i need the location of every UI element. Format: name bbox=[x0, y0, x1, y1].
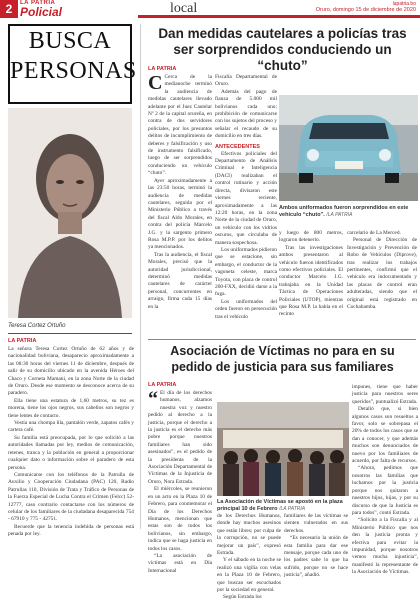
paragraph: Y el sábado en la noche se realizó una vigilia con velas en la Plaza 10 de Febrero, que buscan ser escuchados por la sociedad en general. bbox=[217, 557, 281, 594]
paragraph: “Solicito a la Fiscalía y al Ministerio Público que nos den la justicia pronta y efectiva para evitar la impunidad, porque nosotros vemos mucha injusticia”, manifestó la representante de la Asociación de Víctimas. bbox=[352, 517, 418, 576]
page-number: 2 bbox=[0, 0, 18, 18]
missing-person-photo bbox=[8, 108, 132, 318]
story2-photo-caption: La Asociación de Víctimas se apostó en la plaza principal 10 de Febrero /LA PATRIA bbox=[217, 499, 343, 512]
paragraph: La señora Teresa Cortez Ortuño de 62 años y de nacionalidad boliviana, desaparecio aproximadamente a las 08:30 horas del viernes 11 de diciembre, después de salir de su domicilio ubicado en la avenida Héroes del Chaco y Corneta Mamani, en la zona Norte de la ciudad de Oruro. Desde ese momento se desconoce acerca de su paradero. bbox=[8, 346, 134, 397]
paragraph: El miércoles, se reunieron en un acto en la Plaza 10 de Febrero, para conmemorar el Día de los Derechos Humanos, mencionan que estas son de todos los bolivianos, sin embargo, indica que se haga justicia en todos los casos. bbox=[148, 486, 212, 552]
website: lapatria.bo bbox=[392, 1, 416, 7]
story1-column-4 bbox=[347, 230, 417, 336]
story2-column-4 bbox=[352, 384, 418, 576]
story2-photo-crowd bbox=[217, 402, 349, 496]
paragraph: de los Derechos Humanos, donde hay muchos asesinos que están libres; por culpa de la corrupción, no se puede mejorar un país”, expresó Estrada. bbox=[217, 513, 281, 557]
story1-column-2 bbox=[215, 74, 277, 336]
paragraph: “Ahora, pedimos que nosotros las familias que luchamos por la justicia porque nos quitaron a nuestros hijos, hijas, y por su discurso de que la Justicia es para todos”, contó Estrada. bbox=[352, 465, 418, 516]
story1-headline: Dan medidas cautelares a policías tras ser sorprendidos conduciendo un “chuto” bbox=[158, 26, 407, 73]
newspaper-name: LA PATRIA bbox=[20, 0, 56, 6]
paragraph: Ella tiene una estatura de 1,60 metros, su tez es morena, tiene los ojos negros, sus cabellos son negros y tiene lentes de contacto. bbox=[8, 397, 134, 419]
paragraph: impunes, tiene que haber justicia para nuestros seres queridos”, puntualizó Estrada. bbox=[352, 384, 418, 405]
paragraph: Ayer aproximadamente a las 23:50 horas, terminó la audiencia de medidas cautelares, seguida por el Ministerio Público a través del fiscal Aldo Morales, en contra del policía Marcelo J.G. y la sargento primero Rosa M.P.P. por los delitos ya mencionados. bbox=[148, 177, 212, 251]
story1-tag: LA PATRIA bbox=[148, 66, 177, 72]
paragraph: Detalló que, si bien algunos casos son resueltos a favor, solo se sobrepasa el 20% de todos los casos que se dan a conocer, y que además muchos son denunciados de nuevo por los familiares de acuerdo, por falta de recursos. bbox=[352, 406, 418, 465]
divider bbox=[148, 339, 416, 340]
paragraph: Según Estrada los bbox=[223, 594, 262, 601]
paragraph: “Es necesario la unión de esta familia para dar ese mensaje, porque cada uno de los padres sabe lo que ha sufrido, porque no se hace justicia”, añadió. bbox=[284, 535, 348, 579]
paragraph: Recuerde que la tenencia indebida de personas está penada por ley. bbox=[8, 523, 134, 538]
paragraph: C Cerca de la medianoche terminó la audiencia de medidas cautelares llevado adelante por el Juez Cautelar Nº 2 de la capital orureña, en contra de dos servidores policiales, por los presuntos delitos de incumplimiento de deberes y falsificación y uso de instrumento falsificado, luego de ser sorprendidos conduciendo un vehículo “chuto”. bbox=[148, 72, 212, 177]
paragraph: Los uniformados del orden fueron en persecución tras el vehículo bbox=[215, 298, 277, 320]
story1-photo-caption: Ambos uniformados fueron sorprendidos en este vehículo “chuto”. /LA PATRIA bbox=[279, 205, 409, 218]
story1-column-1 bbox=[148, 74, 212, 336]
story1-photo-vehicle bbox=[279, 95, 418, 201]
story2-column-1 bbox=[148, 388, 212, 574]
paragraph: Además del pago de fianza de 5.000 mil bolivianos cada uno; prohibición de comunicarse con los sujetos del proceso y señalar el recaudo de su domicilio en tres días. bbox=[215, 88, 277, 140]
section-name: Policial bbox=[20, 5, 63, 19]
paragraph: “ El día de los derechos humanos, alzamos nuestra voz y nuestro pedido al derecho a la justicia, porque el derecho a la justicia es el derecho más pobre porque nuestros familiares han sido asesinados”, es el pedido de la presidenta de la Asociación Departamental de Víctimas de la Injusticia de Oruro, Nora Estrada. bbox=[148, 388, 212, 485]
story2-column-2 bbox=[217, 513, 281, 601]
banner-line-1: BUSCA bbox=[28, 28, 112, 54]
paragraph: Tras la audiencia, el fiscal Morales, precisó que la autoridad jurisdiccional, determinó medidas cautelares de carácter personal, concurrentes en arraigo, firma cada 15 días en la bbox=[148, 251, 212, 310]
paragraph: Tras las investigaciones ambos presentaron al vehículo fueron identificados como efectivos policiales. El conductor Marcelo J.G. trabajaba en la Unidad Táctica de Operaciones Policiales (UTOP), mientras que Rosa M.P. la había en el recinto bbox=[279, 244, 343, 318]
paragraph: “La asociación de víctimas está en Día Internacional bbox=[148, 552, 212, 574]
subheading: ANTECEDENTES bbox=[215, 143, 260, 150]
story2-column-2-top bbox=[217, 390, 277, 400]
paragraph: Comunicarse con los teléfonos de la Patrulla de Auxilio y Cooperación Ciudadana (PAC) 120, Radio Patrullas 110, División de Trata y Tráfico de Personas de la Fuerza Especial de Lucha Contra el Crimen (Felcc) 52-12777, caso contrario contactarse con los números de celular de los familiares de la ciudadana desaparecida 754 - 67910 y 775 - 42751. bbox=[8, 471, 134, 523]
missing-person-article bbox=[8, 338, 134, 538]
newspaper-brand bbox=[20, 0, 140, 18]
story2-tag: LA PATRIA bbox=[148, 382, 177, 388]
page-header bbox=[0, 0, 420, 18]
banner-line-2: PERSONAS bbox=[10, 58, 137, 84]
issue-date: Oruro, domingo 15 de diciembre de 2020 bbox=[315, 7, 416, 13]
missing-person-name: Teresa Cortez Ortuño bbox=[8, 323, 66, 329]
paragraph: Fiscalía Departamental de Oruro. bbox=[215, 74, 277, 88]
story2-column-3 bbox=[284, 513, 348, 579]
paragraph: Personal de Dirección de Investigación y Prevención de Robo de Vehículos (Diprove), tras realizar los trabajos pertinentes, confirmó que el vehículo era indocumentado y las placas de control eran adulteradas, siendo que el original está registrado en Cochabamba. bbox=[347, 237, 417, 311]
paragraph: Los uniformados pidieron que se estacione, sin embargo, el conductor de la vagoneta celeste, marca Toyota, con placa de control 200-FXX, decidió darse a la fuga. bbox=[215, 246, 277, 298]
section-label: local bbox=[170, 1, 198, 16]
paragraph: Vestía una chompa lila, pantalón verde, zapatos cafés y cartera café. bbox=[8, 420, 134, 434]
divider bbox=[8, 333, 132, 334]
missing-person-banner bbox=[8, 24, 137, 104]
paragraph: Su familia está preocupada, por lo que solicitó a las autoridades llamadas por ley, medios de comunicación, retenes, tranca y la población en general a proporcionar cualquier dato o información sobre el paradero de esta persona. bbox=[8, 434, 134, 471]
paragraph: carcelario de La Merced. bbox=[347, 230, 401, 236]
story2-headline: Asociación de Víctimas no para en su pedido de justicia para sus familiares bbox=[170, 344, 395, 374]
column-divider bbox=[140, 24, 141, 529]
article-tag: LA PATRIA bbox=[8, 338, 37, 344]
section-bar bbox=[138, 0, 420, 18]
story1-column-3 bbox=[279, 230, 343, 336]
paragraph: y luego de 800 metros, lograron detenerlo. bbox=[279, 230, 343, 244]
paragraph: Efectivos policiales del Departamento de Análisis Criminal e Inteligencia (DACI) realizaban el control rutinario y acción directa, divisaron este viernes reciente, aproximadamente a las 12:20 horas, en la zona Norte de la ciudad de Oruro, un vehículo con los vidrios oscuros, que circulaba de manera sospechosa. bbox=[215, 150, 277, 246]
paragraph: familiares de las víctimas se sienten vulnerados en sus derechos. bbox=[284, 513, 348, 534]
